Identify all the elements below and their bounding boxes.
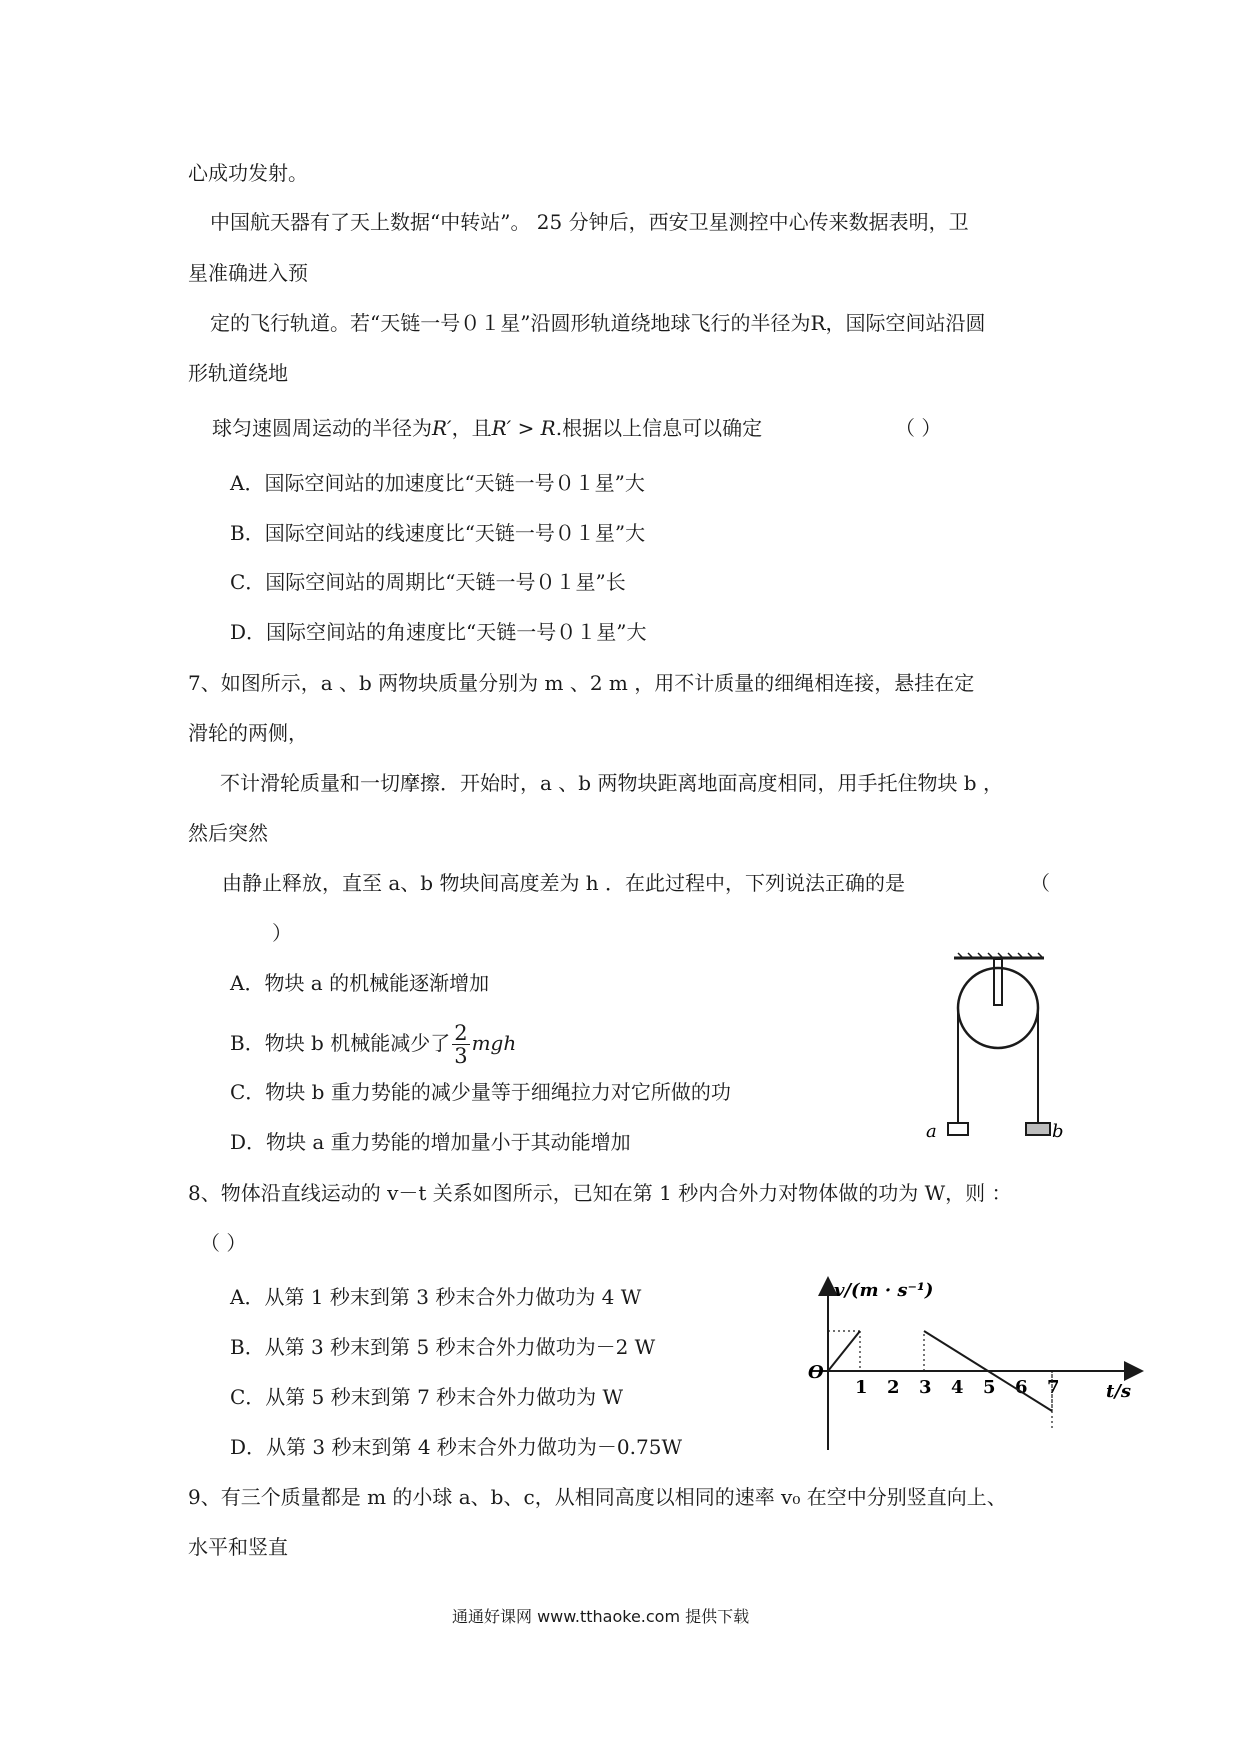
q7-fraction-denominator: 3 bbox=[454, 1044, 468, 1068]
q6-line1: 心成功发射。 bbox=[188, 161, 308, 185]
x-tick-label: 2 bbox=[887, 1377, 900, 1398]
q6-math-r-prime: R′ bbox=[432, 416, 452, 440]
page-footer: 通通好课网 www.tthaoke.com 提供下载 bbox=[452, 1607, 750, 1626]
q7-option-d: D．物块 a 重力势能的增加量小于其动能增加 bbox=[230, 1130, 631, 1154]
velocity-line bbox=[828, 1331, 860, 1371]
ceiling-hatch bbox=[954, 953, 1044, 958]
q6-line3: 星准确进入预 bbox=[188, 261, 308, 285]
q8-option-c: C．从第 5 秒末到第 7 秒末合外力做功为 W bbox=[230, 1385, 624, 1409]
pulley-figure bbox=[918, 950, 1068, 1150]
q6-option-d: D．国际空间站的角速度比“天链一号０１星”大 bbox=[230, 620, 647, 644]
q9-line1: 9、有三个质量都是 m 的小球 a、b、c，从相同高度以相同的速率 v₀ 在空中分别竖直向上、 bbox=[188, 1485, 1007, 1509]
x-tick-label: 4 bbox=[951, 1377, 964, 1398]
q7-option-b-text: B．物块 b 机械能减少了 bbox=[230, 1031, 451, 1055]
q6-line6-text-b: ，且 bbox=[451, 416, 492, 440]
x-tick-labels bbox=[855, 1377, 1060, 1398]
q6-line6 bbox=[212, 413, 762, 443]
q6-line2: 中国航天器有了天上数据“中转站”。 25 分钟后，西安卫星测控中心传来数据表明，卫 bbox=[210, 210, 969, 234]
q7-fraction-numerator: 2 bbox=[454, 1021, 468, 1045]
q7-line4: 然后突然 bbox=[188, 821, 268, 845]
q7-option-b bbox=[230, 1015, 516, 1071]
q6-option-b: B．国际空间站的线速度比“天链一号０１星”大 bbox=[230, 521, 646, 545]
q6-line6-text-c: .根据以上信息可以确定 bbox=[555, 416, 763, 440]
origin-label: O bbox=[808, 1362, 824, 1383]
q7-answer-paren-close: ） bbox=[272, 921, 292, 945]
x-axis-label: t/s bbox=[1106, 1381, 1132, 1402]
q6-math-inequality: R′ > R bbox=[491, 416, 556, 440]
q8-line1: 8、物体沿直线运动的 v－t 关系如图所示，已知在第 1 秒内合外力对物体做的功为 W，则 ： bbox=[188, 1181, 1012, 1205]
label-b: b bbox=[1052, 1121, 1064, 1142]
q6-answer-paren: （ ） bbox=[895, 416, 942, 440]
vt-graph bbox=[800, 1270, 1160, 1470]
q7-option-c: C．物块 b 重力势能的减少量等于细绳拉力对它所做的功 bbox=[230, 1080, 731, 1104]
y-axis-label: v/(m · s⁻¹) bbox=[834, 1280, 934, 1301]
q7-option-a: A．物块 a 的机械能逐渐增加 bbox=[230, 971, 490, 995]
q9-line2: 水平和竖直 bbox=[188, 1535, 288, 1559]
x-tick-label: 1 bbox=[855, 1377, 868, 1398]
q7-option-b-var: mgh bbox=[471, 1031, 517, 1055]
q6-line4: 定的飞行轨道。若“天链一号０１星”沿圆形轨道绕地球飞行的半径为R，国际空间站沿圆 bbox=[210, 311, 986, 335]
q8-option-d: D．从第 3 秒末到第 4 秒末合外力做功为－0.75W bbox=[230, 1435, 683, 1459]
q6-line5: 形轨道绕地 bbox=[188, 361, 288, 385]
x-tick-label: 6 bbox=[1015, 1377, 1028, 1398]
x-tick-label: 5 bbox=[983, 1377, 996, 1398]
label-a: a bbox=[926, 1121, 937, 1142]
q6-option-c: C．国际空间站的周期比“天链一号０１星”长 bbox=[230, 570, 626, 594]
q6-line6-text-a: 球匀速圆周运动的半径为 bbox=[212, 416, 432, 440]
q8-option-a: A．从第 1 秒末到第 3 秒末合外力做功为 4 W bbox=[230, 1285, 642, 1309]
q7-answer-paren-open: （ bbox=[1030, 871, 1050, 895]
q7-line1: 7、如图所示，a 、b 两物块质量分别为 m 、2 m ，用不计质量的细绳相连接，悬挂在定 bbox=[188, 671, 975, 695]
block-a bbox=[948, 1123, 968, 1135]
q6-option-a: A．国际空间站的加速度比“天链一号０１星”大 bbox=[230, 471, 645, 495]
q7-line2: 滑轮的两侧， bbox=[188, 721, 308, 745]
x-tick-label: 7 bbox=[1047, 1377, 1060, 1398]
x-tick-label: 3 bbox=[919, 1377, 932, 1398]
q8-option-b: B．从第 3 秒末到第 5 秒末合外力做功为－2 W bbox=[230, 1335, 656, 1359]
pulley-mount bbox=[994, 959, 1002, 1005]
block-b bbox=[1026, 1123, 1050, 1135]
q7-line5: 由静止释放，直至 a、b 物块间高度差为 h ．在此过程中，下列说法正确的是 bbox=[222, 871, 906, 895]
q7-line3: 不计滑轮质量和一切摩擦．开始时，a 、b 两物块距离地面高度相同，用手托住物块 b ， bbox=[220, 771, 1003, 795]
q8-answer-paren: （ ） bbox=[200, 1231, 247, 1255]
q7-fraction bbox=[452, 1022, 469, 1067]
